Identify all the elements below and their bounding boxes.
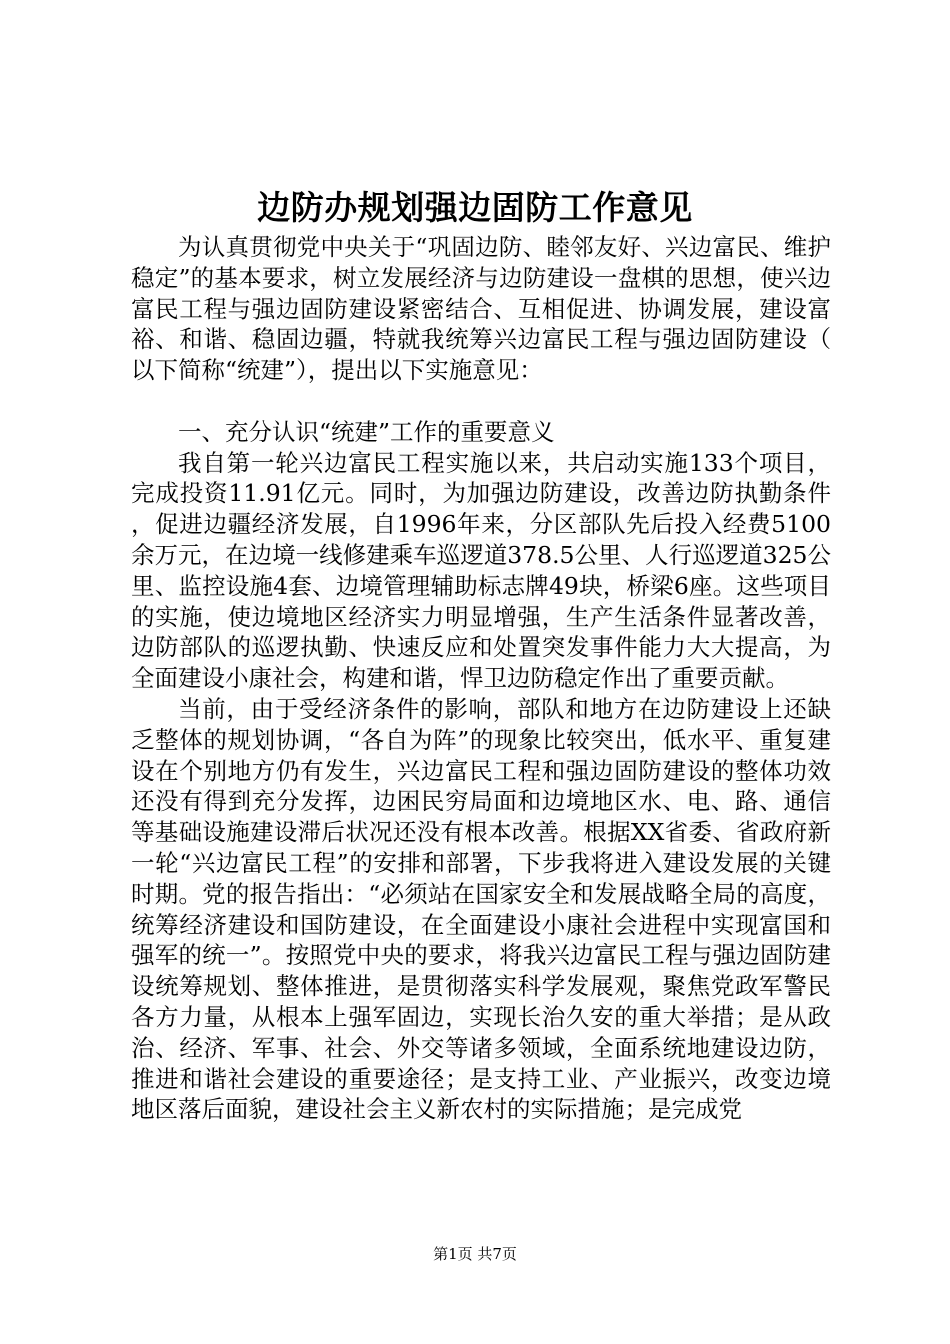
section-paragraph: 我自第一轮兴边富民工程实施以来，共启动实施133个项目，完成投资11.91亿元。同时，为加强边防建设，改善边防执勤条件，促进边疆经济发展，自1996年来，分区部队先后投入经费5100余万元，在边境一线修建乘车巡逻道378.5公里、人行巡逻道325公里、监控设施4套、边境管理辅助标志牌49块，桥梁6座。这些项目的实施，使边境地区经济实力明显增强，生产生活条件显著改善，边防部队的巡逻执勤、快速反应和处置突发事件能力大大提高，为全面建设小康社会，构建和谐，悍卫边防稳定作出了重要贡献。 bbox=[131, 448, 831, 693]
intro-paragraph: 为认真贯彻党中央关于“巩固边防、睦邻友好、兴边富民、维护稳定”的基本要求，树立发展经济与边防建设一盘棋的思想，使兴边富民工程与强边固防建设紧密结合、互相促进、协调发展，建设富裕、和谐、稳固边疆，特就我统筹兴边富民工程与强边固防建设（以下简称“统建”），提出以下实施意见： bbox=[131, 233, 831, 385]
document-body bbox=[131, 232, 831, 1125]
section-heading: 一、充分认识“统建”工作的重要意义 bbox=[178, 417, 555, 446]
section-paragraph: 当前，由于受经济条件的影响，部队和地方在边防建设上还缺乏整体的规划协调，“各自为阵”的现象比较突出，低水平、重复建设在个别地方仍有发生，兴边富民工程和强边固防建设的整体功效还没有得到充分发挥，边困民穷局面和边境地区水、电、路、通信等基础设施建设滞后状况还没有根本改善。根据XX省委、省政府新一轮“兴边富民工程”的安排和部署，下步我将进入建设发展的关键时期。党的报告指出：“必须站在国家安全和发展战略全局的高度，统筹经济建设和国防建设，在全面建设小康社会进程中实现富国和强军的统一”。按照党中央的要求，将我兴边富民工程与强边固防建设统筹规划、整体推进，是贯彻落实科学发展观，聚焦党政军警民各方力量，从根本上强军固边，实现长治久安的重大举措；是从政治、经济、军事、社会、外交等诸多领域，全面系统地建设边防，推进和谐社会建设的重要途径；是支持工业、产业振兴，改变边境地区落后面貌，建设社会主义新农村的实际措施；是完成党 bbox=[131, 694, 831, 1124]
page-number: 第1页 bbox=[433, 1245, 473, 1263]
document-title: 边防办规划强边固防工作意见 bbox=[257, 188, 693, 227]
page-total: 共7页 bbox=[477, 1245, 517, 1263]
page-footer bbox=[0, 1244, 950, 1264]
